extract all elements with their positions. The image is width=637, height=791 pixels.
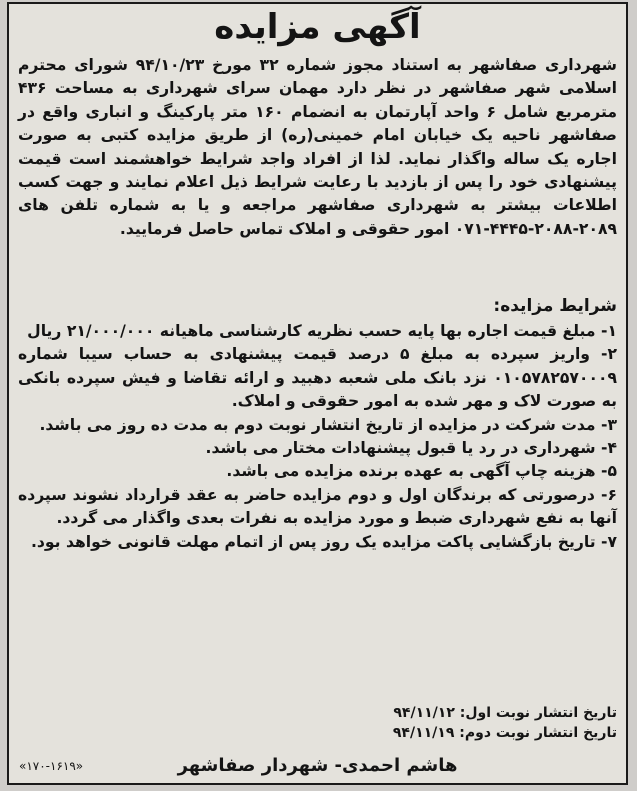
publish-dates [18,703,617,743]
condition-item: ۱- مبلغ قیمت اجاره بها پایه حسب نظریه کارشناسی ماهیانه ۲۱/۰۰۰/۰۰۰ ریال [27,322,617,340]
condition-item: ۷- تاریخ بازگشایی پاکت مزایده یک روز پس از اتمام مهلت قانونی خواهد بود. [30,532,617,551]
ad-intro-paragraph: شهرداری صفاشهر به استناد مجوز شماره ۳۲ مورخ ۹۴/۱۰/۲۳ شورای محترم اسلامی شهر صفاشهر در نظر دارد مهمان سرای شهرداری به مساحت ۴۳۶ مترمربع شامل ۶ واحد آپارتمان به انضمام ۱۶۰ متر پارکینگ و انباری واقع در صفاشهر ناحیه یک خیابان امام خمینی(ره) از طریق مزایده کتبی به صورت اجاره یک ساله واگذار نماید. لذا از افراد واجد شرایط خواهشمند است قیمت پیشنهادی خود را پس از بازدید با رعایت شرایط ذیل اعلام نمایند و جهت کسب اطلاعات بیشتر به شهرداری صفاشهر مراجعه و یا به شماره تلفن های ۲۰۸۹-۲۰۸۸-۴۴۴۵-۰۷۱ امور حقوقی و املاک تماس حاصل فرمایید. [18,56,617,238]
condition-item: ۴- شهرداری در رد یا قبول پیشنهادات مختار می باشد. [205,439,617,458]
conditions-list [18,320,617,554]
signature: هاشم احمدی- شهردار صفاشهر [177,755,458,776]
auction-ad [7,2,628,785]
condition-item: ۵- هزینه چاپ آگهی به عهده برنده مزایده می باشد. [226,462,617,481]
ad-footer [9,750,626,782]
condition-item: ۲- واریز سپرده به مبلغ ۵ درصد قیمت پیشنهادی به حساب سیبا شماره ۰۱۰۵۷۸۲۵۷۰۰۰۹ نزد بانک ملی شعبه دهبید و ارائه تقاضا و فیش سپرده بانکی به صورت لاک و مهر شده به امور حقوقی و املاک. [18,345,617,411]
condition-item: ۳- مدت شرکت در مزایده از تاریخ انتشار نوبت دوم به مدت ده روز می باشد. [39,415,617,434]
conditions-heading: شرایط مزایده: [493,296,617,316]
ad-title: آگهی مزایده [214,7,421,47]
ad-code: «۱۷۰-۱۶۱۹» [19,759,84,773]
condition-item: ۶- درصورتی که برندگان اول و دوم مزایده حاضر به عقد قرارداد نشوند سپرده آنها به نفع شهرداری ضبط و مورد مزایده به نفرات بعدی واگذار می گردد. [18,485,617,528]
publish-date-second: تاریخ انتشار نوبت دوم: ۹۴/۱۱/۱۹ [392,725,617,741]
publish-date-first: تاریخ انتشار نوبت اول: ۹۴/۱۱/۱۲ [393,705,617,721]
